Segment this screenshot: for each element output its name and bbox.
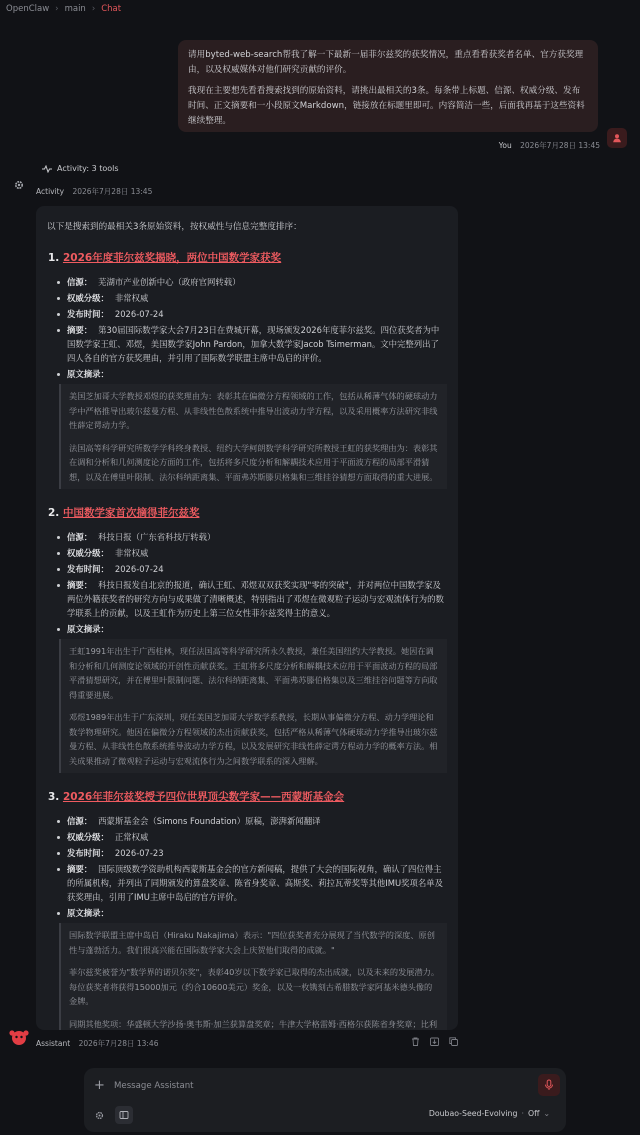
result-heading — [48, 505, 447, 520]
user-message — [178, 40, 598, 132]
breadcrumb-root[interactable]: OpenClaw — [6, 4, 50, 14]
result-summary — [57, 578, 447, 620]
field-label: 原文摘录： — [67, 908, 109, 918]
excerpt-paragraph: 法国高等科学研究所数学学科终身教授、纽约大学柯朗数学科学研究所教授王虹的获奖理由为：表彰其在调和分析和几何测度论方面的工作，包括将多尺度分析和解耦技术应用于平面波方程的局部平滑猜想，以及在傅里叶限制、法尔科纳距离集、平面弗苏斯滕贝格集和三维挂谷猜想方面取得的重大进展。 — [69, 442, 438, 482]
mic-button[interactable] — [538, 1074, 560, 1096]
field-value: 正常权威 — [114, 832, 149, 842]
result-summary — [57, 323, 447, 365]
activity-meta — [36, 186, 152, 197]
activity-icon — [42, 165, 52, 173]
excerpt-paragraph: 美国芝加哥大学教授邓煜的获奖理由为：表彰其在偏微分方程领域的工作，包括从稀薄气体的硬球动力学中严格推导出玻尔兹曼方程、从非线性色散系统中推导出波动力学方程，以及采用概率方法研究非线性薛定谔动力学。 — [69, 391, 438, 430]
field-label: 发布时间： — [67, 564, 109, 574]
settings-button[interactable] — [90, 1106, 108, 1124]
result-excerpt-label — [57, 367, 447, 381]
gear-icon — [13, 179, 25, 191]
excerpt-paragraph: 邓煜1989年出生于广东深圳，现任美国芝加哥大学数学系教授，长期从事偏微分方程、动力学理论和数学物理研究。他因在偏微分方程领域的杰出贡献获奖，包括严格从稀薄气体硬球动力学推导出玻尔兹曼方程、从非线性色散系统推导波动力学方程，以及发展研究非线性薛定谔方程动力学的概率方法。相关成果推动了微观粒子运动与宏观流体行为之间数学联系的深入理解。 — [69, 712, 438, 766]
model-selector[interactable] — [429, 1109, 550, 1118]
field-label: 摘要： — [67, 325, 93, 335]
message-actions — [410, 1036, 459, 1047]
result-date — [57, 307, 447, 321]
activity-toggle[interactable] — [42, 164, 119, 173]
result-date — [57, 846, 447, 860]
export-icon[interactable] — [429, 1036, 440, 1047]
result-tier — [57, 546, 447, 560]
user-timestamp: 2026年7月28日 13:45 — [520, 141, 600, 150]
model-name: Doubao-Seed-Evolving — [428, 1109, 518, 1118]
user-avatar — [607, 128, 627, 148]
field-value: 2026-07-23 — [114, 848, 164, 858]
field-label: 权威分级： — [67, 548, 109, 558]
field-value: 2026-07-24 — [114, 564, 164, 574]
message-composer — [84, 1068, 566, 1132]
user-message-paragraph: 我现在主要想先看看搜索找到的原始资料，请挑出最相关的3条。每条带上标题、信源、权威分级、发布时间、正文摘要和一小段原文Markdown，链接放在标题里即可。内容简洁一些，后面我再基于这些资料继续整理。 — [188, 86, 585, 126]
result-source — [57, 275, 447, 289]
field-label: 权威分级： — [67, 293, 109, 303]
result-heading — [48, 789, 447, 804]
excerpt-paragraph: 同期其他奖项：华盛顿大学沙扬·奥韦斯·加兰获算盘奖章；牛津大学格雷姆·西格尔获陈省身奖章；比利 — [69, 1018, 438, 1029]
chevron-right-icon: › — [55, 4, 59, 14]
field-label: 摘要： — [67, 864, 93, 874]
lobster-icon — [8, 1026, 30, 1048]
field-value: 科技日报发自北京的报道，确认王虹、邓煜双双获奖实现"零的突破"，并对两位中国数学家及两位外籍获奖者的研究方向与成果做了清晰概述，特别指出了邓煜在微观粒子运动与宏观流体行为的数学联系上的贡献，以及王虹作为历史上第三位女性菲尔兹奖得主的意义。 — [67, 580, 444, 618]
result-source — [57, 814, 447, 828]
activity-timestamp: 2026年7月28日 13:45 — [72, 187, 153, 196]
plus-icon[interactable]: + — [94, 1078, 105, 1093]
breadcrumb-current: Chat — [101, 4, 122, 14]
result-fields — [47, 530, 447, 636]
field-label: 信源： — [67, 532, 93, 542]
search-result — [47, 505, 447, 773]
result-title-link[interactable]: 2026年度菲尔兹奖揭晓，两位中国数学家获奖 — [62, 252, 282, 264]
mic-icon — [544, 1079, 554, 1091]
result-title-link[interactable]: 中国数学家首次摘得菲尔兹奖 — [62, 507, 200, 519]
result-number: 2. — [48, 507, 60, 519]
gear-icon — [94, 1110, 105, 1121]
result-summary — [57, 862, 447, 904]
field-label: 发布时间： — [67, 309, 109, 319]
excerpt-paragraph: 菲尔兹奖被誉为"数学界的诺贝尔奖"，表彰40岁以下数学家已取得的杰出成就，以及未来的发展潜力。每位获奖者将获得15000加元（约合10600美元）奖金，以及一枚镌刻古希腊数学家阿基米德头像的金牌。 — [69, 967, 440, 1006]
result-source — [57, 530, 447, 544]
result-heading — [48, 250, 447, 265]
search-result — [47, 250, 447, 489]
field-label: 权威分级： — [67, 832, 109, 842]
model-separator: · — [521, 1109, 524, 1118]
result-excerpt-label — [57, 906, 447, 920]
panel-icon — [119, 1110, 129, 1120]
assistant-message — [36, 206, 458, 1030]
result-number: 3. — [48, 791, 60, 803]
activity-avatar — [10, 176, 28, 194]
result-excerpt — [59, 384, 447, 489]
field-value: 第30届国际数学家大会7月23日在费城开幕，现场颁发2026年度菲尔兹奖。四位获奖者为中国数学家王虹、邓煜，美国数学家John Pardon，加拿大数学家Jacob Tsimerman。文中完整列出了四人各自的官方获奖理由，并引用了国际数学联盟主席中岛启的评价。 — [67, 325, 440, 363]
result-number: 1. — [48, 252, 60, 264]
user-sender: You — [498, 141, 512, 150]
user-message-meta — [499, 140, 600, 151]
activity-label: Activity: 3 tools — [57, 164, 119, 173]
model-state: Off — [527, 1109, 540, 1118]
assistant-sender: Assistant — [36, 1039, 71, 1048]
field-label: 原文摘录： — [67, 369, 109, 379]
user-icon — [612, 133, 622, 143]
field-value: 科技日报（广东省科技厅转载） — [98, 532, 216, 542]
result-excerpt — [59, 923, 447, 1030]
chevron-down-icon: ⌄ — [543, 1109, 550, 1118]
activity-sender: Activity — [36, 187, 65, 196]
field-value: 非常权威 — [114, 293, 149, 303]
breadcrumb — [6, 4, 121, 14]
field-label: 信源： — [67, 816, 93, 826]
copy-icon[interactable] — [448, 1036, 459, 1047]
field-value: 芜湖市产业创新中心（政府官网转载） — [98, 277, 241, 287]
field-label: 发布时间： — [67, 848, 109, 858]
user-message-paragraph: 请用byted-web-search帮我了解一下最新一届菲尔兹奖的获奖情况，重点看看获奖者名单、官方获奖理由，以及权威媒体对他们研究贡献的评价。 — [188, 50, 584, 75]
search-result — [47, 789, 447, 1030]
assistant-intro: 以下是搜索到的最相关3条原始资料，按权威性与信息完整度排序： — [47, 222, 302, 232]
field-value: 非常权威 — [114, 548, 149, 558]
result-tier — [57, 830, 447, 844]
field-value: 西蒙斯基金会（Simons Foundation）原稿，澎湃新闻翻译 — [98, 816, 321, 826]
assistant-avatar — [8, 1026, 30, 1048]
result-fields — [47, 814, 447, 920]
chevron-right-icon: › — [91, 4, 96, 14]
assistant-timestamp: 2026年7月28日 13:46 — [78, 1039, 159, 1048]
field-label: 原文摘录： — [67, 624, 109, 634]
field-label: 摘要： — [67, 580, 93, 590]
excerpt-paragraph: 王虹1991年出生于广西桂林，现任法国高等科学研究所永久教授，兼任美国纽约大学教授。她因在调和分析和几何测度论领域的开创性贡献获奖。王虹将多尺度分析和解耦技术应用于平面波动方程的局部平滑猜想研究，并在傅里叶限制问题、法尔科纳距离集、平面弗苏滕伯格集以及三维挂谷问题等方向取得重要进展。 — [69, 646, 438, 700]
field-label: 信源： — [67, 277, 93, 287]
field-value: 国际顶级数学资助机构西蒙斯基金会的官方新闻稿，提供了大会的国际视角，确认了四位得主的所属机构，并列出了同期颁发的算盘奖章、陈省身奖章、高斯奖、莉拉瓦蒂奖等其他IMU奖项名单及获奖理由，引用了IMU主席中岛启的官方评价。 — [67, 864, 443, 902]
result-date — [57, 562, 447, 576]
delete-icon[interactable] — [410, 1036, 421, 1047]
message-input[interactable] — [114, 1077, 494, 1095]
result-fields — [47, 275, 447, 381]
assistant-meta — [36, 1038, 158, 1049]
result-excerpt-label — [57, 622, 447, 636]
result-title-link[interactable]: 2026年菲尔兹奖授予四位世界顶尖数学家——西蒙斯基金会 — [62, 791, 345, 803]
excerpt-paragraph: 国际数学联盟主席中岛启（Hiraku Nakajima）表示："四位获奖者充分展现了当代数学的深度、原创性与蓬勃活力。我们很高兴能在国际数学家大会上庆贺他们取得的成就。" — [69, 930, 435, 955]
breadcrumb-section[interactable]: main — [64, 4, 86, 14]
result-tier — [57, 291, 447, 305]
result-excerpt — [59, 639, 447, 773]
field-value: 2026-07-24 — [114, 309, 164, 319]
sidebar-toggle-button[interactable] — [115, 1106, 133, 1124]
